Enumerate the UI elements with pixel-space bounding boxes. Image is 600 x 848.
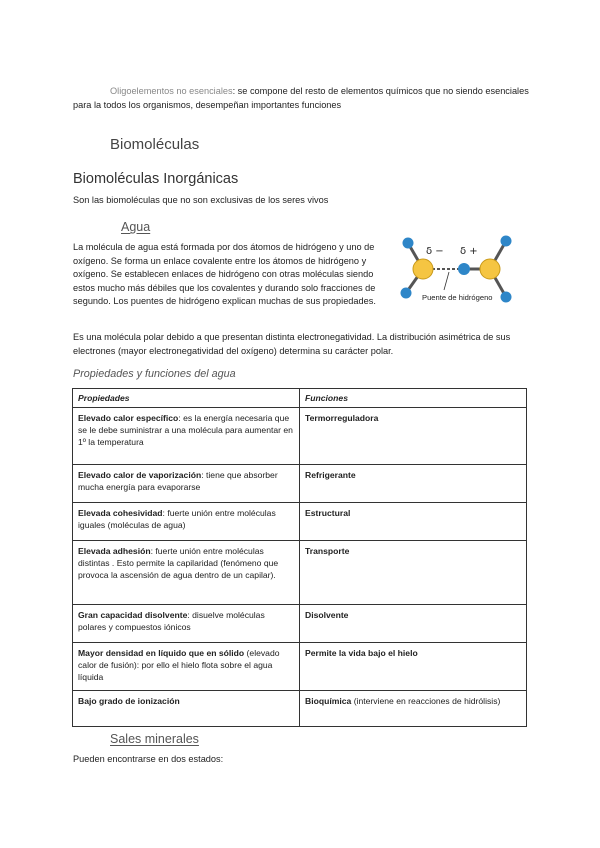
table-row [73, 408, 527, 465]
property-cell [73, 408, 300, 465]
hydrogen-atom [458, 263, 470, 275]
polar-paragraph: Es una molécula polar debido a que presentan distinta electronegatividad. La distribución asimétrica de sus electrones (mayor electronegatividad del oxígeno) determina su carácter polar. [73, 332, 511, 356]
function-cell [300, 503, 527, 541]
oxygen-atom [413, 259, 433, 279]
property-description: : fuerte unión entre moléculas iguales (moléculas de agua) [78, 508, 276, 530]
table-row [73, 691, 527, 727]
table-row [73, 605, 527, 643]
table-row [73, 503, 527, 541]
property-name: Bajo grado de ionización [78, 696, 180, 706]
property-cell [73, 465, 300, 503]
function-name: Bioquímica [305, 696, 352, 706]
function-description: (interviene en reacciones de hidrólisis) [351, 696, 501, 706]
property-description: : fuerte unión entre moléculas distintas . Esto permite la capilaridad (fenómeno que provoca la ascensión de agua dentro de un capilar). [78, 546, 279, 580]
property-cell [73, 541, 300, 605]
function-name: Refrigerante [305, 470, 356, 480]
intro-text: : se compone del resto de elementos químicos que no siendo esenciales para la todos los organismos, desempeñan importantes funciones [73, 86, 529, 110]
function-name: Transporte [305, 546, 350, 556]
heading-propiedades: Propiedades y funciones del agua [73, 368, 236, 380]
agua-paragraph: La molécula de agua está formada por dos átomos de hidrógeno y uno de oxígeno. Se forma un enlace covalente entre los átomos de hidrógeno y oxígeno. Se establecen enlaces de hidrógeno con otras moléculas siendo estos mucho más débiles que los covalentes y durando solo fracciones de segundo. Los puentes de hidrógeno explican muchas de sus propiedades. [73, 242, 376, 307]
function-name: Permite la vida bajo el hielo [305, 648, 418, 658]
definition-paragraph: Son las biomoléculas que no son exclusivas de los seres vivos [73, 195, 329, 205]
function-name: Disolvente [305, 610, 349, 620]
heading-agua: Agua [121, 220, 151, 234]
table-row [73, 465, 527, 503]
column-header-funciones: Funciones [300, 389, 527, 408]
property-name: Elevada adhesión [78, 546, 151, 556]
property-name: Gran capacidad disolvente [78, 610, 188, 620]
property-description: : es la energía necesaria que se le debe suministrar a una molécula para aumentar en 1º la temperatura [78, 413, 293, 447]
property-description: (elevado calor de fusión): por ello el hielo flota sobre el agua líquida [78, 648, 280, 682]
function-name: Estructural [305, 508, 351, 518]
hydrogen-atom [501, 236, 512, 247]
heading-inorganicas: Biomoléculas Inorgánicas [73, 171, 239, 187]
function-cell [300, 408, 527, 465]
hydrogen-atom [401, 288, 412, 299]
table-row [73, 541, 527, 605]
property-name: Elevada cohesividad [78, 508, 163, 518]
property-cell [73, 503, 300, 541]
properties-table [72, 388, 527, 727]
intro-paragraph [73, 84, 531, 112]
property-name: Elevado calor de vaporización [78, 470, 202, 480]
property-name: Elevado calor específico [78, 413, 179, 423]
water-molecule-figure [394, 232, 516, 308]
heading-sales-minerales: Sales minerales [110, 732, 199, 746]
property-name: Mayor densidad en líquido que en sólido [78, 648, 245, 658]
table-row [73, 643, 527, 691]
property-cell [73, 643, 300, 691]
heading-biomoleculas: Biomoléculas [110, 136, 200, 153]
delta-negative-label: δ − [426, 246, 444, 257]
sales-paragraph: Pueden encontrarse en dos estados: [73, 754, 224, 764]
function-cell [300, 605, 527, 643]
hydrogen-atom [501, 292, 512, 303]
function-cell [300, 691, 527, 727]
function-cell [300, 465, 527, 503]
hydrogen-atom [403, 238, 414, 249]
table-header-row [73, 389, 527, 408]
intro-label: Oligoelementos no esenciales [110, 86, 233, 96]
property-description: : disuelve moléculas polares y compuestos iónicos [78, 610, 265, 632]
property-cell [73, 691, 300, 727]
function-cell [300, 541, 527, 605]
property-cell [73, 605, 300, 643]
function-cell [300, 643, 527, 691]
function-name: Termorreguladora [305, 413, 379, 423]
column-header-propiedades: Propiedades [73, 389, 300, 408]
caption-pointer [444, 272, 449, 290]
delta-positive-label: δ + [460, 246, 478, 257]
oxygen-atom [480, 259, 500, 279]
property-description: : tiene que absorber mucha energía para evaporarse [78, 470, 278, 492]
hydrogen-bond-caption: Puente de hidrógeno [422, 293, 493, 302]
